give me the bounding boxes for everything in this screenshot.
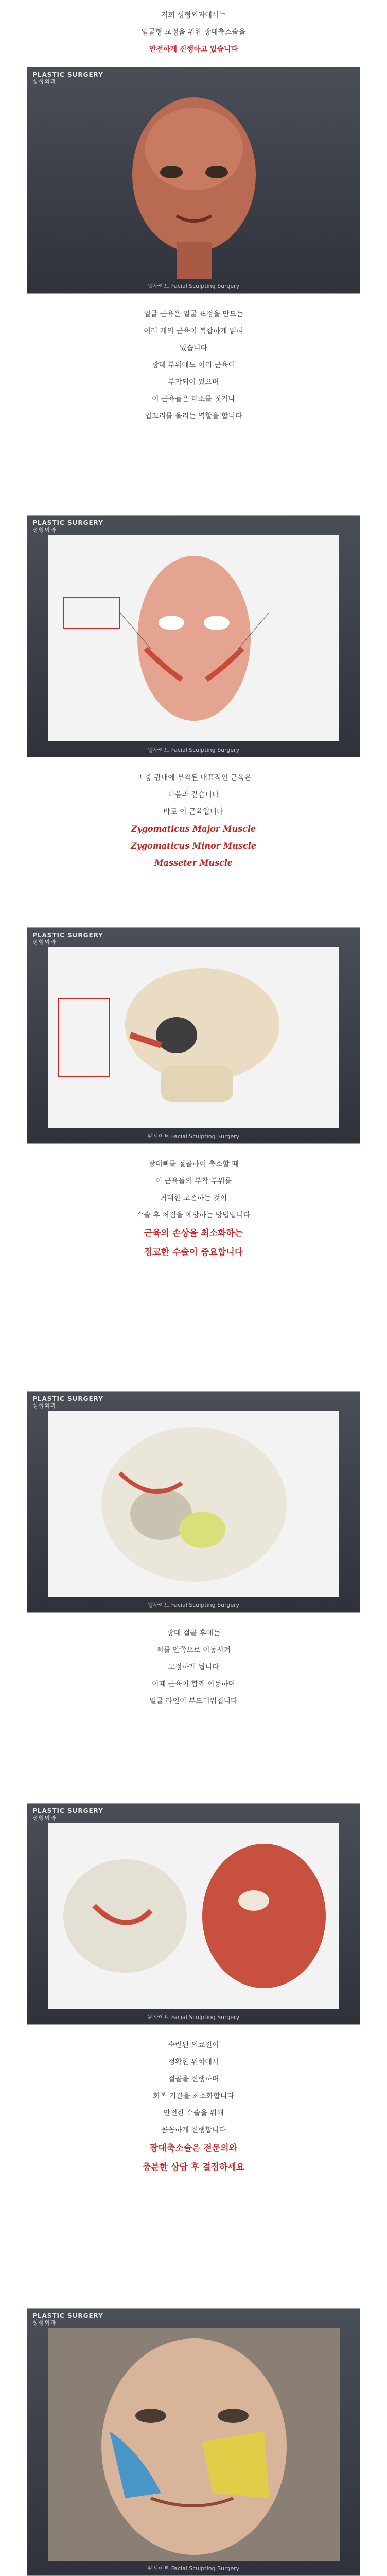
section-2-text xyxy=(0,773,387,875)
warning-line: 근육의 손상을 최소화하는 xyxy=(144,1228,243,1239)
body-line: 절골을 진행하며 xyxy=(168,2075,219,2083)
brand-logo: PLASTIC SURGERY 성형외과 xyxy=(32,1395,103,1409)
photo-caption: 웹사이트 Facial Sculpting Surgery xyxy=(147,747,240,753)
body-line: 그 중 광대에 부착된 대표적인 근육은 xyxy=(135,774,252,782)
intro-line: 안전하게 진행하고 있습니다 xyxy=(149,45,238,54)
body-line: 이 근육들은 미소를 짓거나 xyxy=(151,395,236,403)
brand-logo: PLASTIC SURGERY 성형외과 xyxy=(32,2312,103,2326)
body-line: 뼈를 안쪽으로 이동시켜 xyxy=(156,1646,231,1654)
body-line: 얼굴 근육은 얼굴 표정을 만드는 xyxy=(144,310,243,318)
intro-text xyxy=(0,10,387,61)
body-line: 광대 부위에도 여러 근육이 xyxy=(151,361,236,369)
intro-line: 얼굴형 교정을 위한 광대축소술을 xyxy=(141,28,246,37)
body-line: 입꼬리를 올리는 역할을 합니다 xyxy=(145,412,242,420)
body-line: 수술 후 처짐을 예방하는 방법입니다 xyxy=(136,1211,251,1219)
warning-line: 정교한 수술이 중요합니다 xyxy=(144,1247,243,1258)
body-line: 최대한 보존하는 것이 xyxy=(160,1194,227,1202)
muscle-diagram xyxy=(48,535,339,741)
section-4-text xyxy=(0,1628,387,1713)
body-line: 꼼꼼하게 진행합니다 xyxy=(161,2126,226,2134)
warning-line: 광대축소술은 전문의와 xyxy=(149,2143,238,2154)
body-line: 광대뼈를 절골하여 축소할 때 xyxy=(148,1160,239,1168)
body-line: 다음과 같습니다 xyxy=(168,791,219,799)
dual-anatomy-photo xyxy=(27,1803,360,2025)
muscle-name: Zygomaticus Minor Muscle xyxy=(131,841,256,851)
skull-diagram xyxy=(48,947,339,1128)
body-line: 정확한 위치에서 xyxy=(168,2058,219,2066)
face-zones-photo xyxy=(27,2308,360,2576)
body-line: 바로 이 근육입니다 xyxy=(163,808,224,816)
body-line: 이 근육들의 부착 부위를 xyxy=(155,1177,232,1185)
photo-caption: 웹사이트 Facial Sculpting Surgery xyxy=(147,1602,240,1608)
muscle-name: Zygomaticus Major Muscle xyxy=(131,824,256,834)
body-line: 광대 절골 후에는 xyxy=(167,1629,220,1637)
section-5-text xyxy=(0,2040,387,2180)
warning-line: 충분한 상담 후 결정하세요 xyxy=(142,2162,245,2173)
intro-line: 저희 성형외과에서는 xyxy=(161,11,226,20)
face-zones-diagram xyxy=(48,2328,339,2560)
brand-logo: PLASTIC SURGERY 성형외과 xyxy=(32,1807,103,1821)
photo-caption: 웹사이트 Facial Sculpting Surgery xyxy=(147,1133,240,1140)
brand-logo: PLASTIC SURGERY 성형외과 xyxy=(32,519,103,533)
photo-caption: 웹사이트 Facial Sculpting Surgery xyxy=(147,2014,240,2021)
section-3-text xyxy=(0,1159,387,1265)
dual-anatomy-diagram xyxy=(48,1823,339,2009)
section-1-text xyxy=(0,309,387,428)
body-line: 부착되어 있으며 xyxy=(168,378,219,386)
photo-caption: 웹사이트 Facial Sculpting Surgery xyxy=(147,2565,240,2572)
anatomy-photo-2 xyxy=(27,515,360,757)
body-line: 회복 기간을 최소화합니다 xyxy=(153,2092,234,2100)
photo-caption: 웹사이트 Facial Sculpting Surgery xyxy=(147,283,240,290)
body-line: 얼굴 라인이 부드러워집니다 xyxy=(149,1697,238,1705)
skull-photo xyxy=(27,927,360,1144)
muscle-name: Masseter Muscle xyxy=(154,858,233,868)
body-line: 안전한 수술을 위해 xyxy=(163,2109,224,2117)
brand-logo: PLASTIC SURGERY 성형외과 xyxy=(32,71,103,85)
skull-top-diagram xyxy=(48,1411,339,1597)
skull-top-photo xyxy=(27,1391,360,1613)
body-line: 이때 근육이 함께 이동하며 xyxy=(151,1680,236,1688)
body-line: 여러 개의 근육이 복잡하게 얽혀 xyxy=(144,327,243,335)
body-line: 있습니다 xyxy=(179,344,208,352)
body-line: 고정하게 됩니다 xyxy=(168,1663,219,1671)
anatomy-photo-1 xyxy=(27,67,360,294)
brand-logo: PLASTIC SURGERY 성형외과 xyxy=(32,931,103,945)
head-illustration xyxy=(48,87,339,278)
body-line: 숙련된 의료진이 xyxy=(168,2041,219,2049)
